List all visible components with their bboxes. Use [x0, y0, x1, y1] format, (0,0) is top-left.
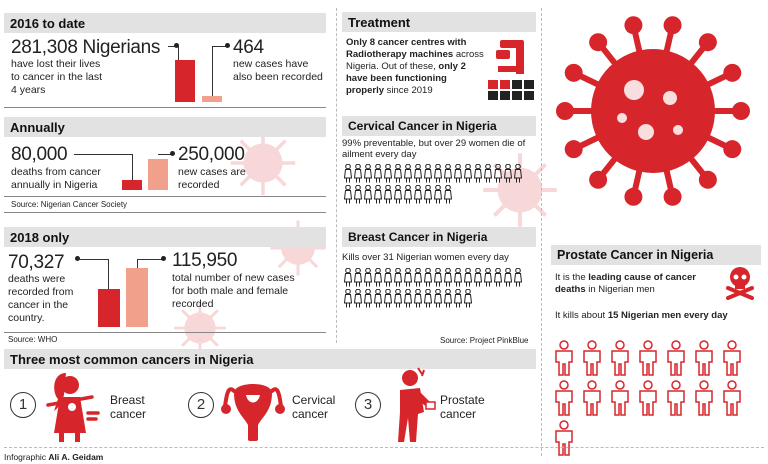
virus-spike-tip [589, 33, 607, 51]
prostate-pain-icon [392, 366, 440, 444]
radiotherapy-machine-icon [494, 38, 530, 76]
woman-icon [514, 268, 522, 287]
virus-spike-tip [565, 64, 583, 82]
credit-prefix: Infographic [4, 452, 49, 462]
stat-cases-2016: 464 [233, 37, 264, 58]
connector-line [108, 259, 109, 289]
section-divider [4, 212, 326, 213]
section-heading-cervical: Cervical Cancer in Nigeria [342, 116, 536, 136]
machine-square [524, 91, 534, 100]
virus-spike-tip [723, 64, 741, 82]
rank-2-badge: 2 [188, 392, 214, 418]
man-icon [553, 420, 575, 456]
woman-icon [344, 185, 352, 204]
woman-icon [404, 268, 412, 287]
man-icon [609, 380, 631, 416]
section-heading-2016: 2016 to date [4, 13, 326, 33]
woman-icon [484, 268, 492, 287]
connector-dot [161, 256, 166, 261]
woman-icon [384, 268, 392, 287]
woman-icon [354, 185, 362, 204]
man-icon [637, 340, 659, 376]
connector-line [74, 154, 132, 155]
prostate-text-2b: 15 Nigerian men every day [607, 310, 728, 321]
machine-grid [488, 80, 536, 100]
machine-square [524, 80, 534, 89]
prostate-text-2a: It kills about [555, 310, 608, 321]
bar-cases-2018 [126, 268, 148, 327]
stat-deaths-annual: 80,000 [11, 144, 68, 165]
stat-cases-annual: 250,000 [178, 144, 245, 165]
woman-icon [424, 289, 432, 308]
virus-spike-tip [664, 16, 682, 34]
woman-icon [424, 185, 432, 204]
prostate-text-2 [555, 310, 735, 322]
stat-cases-2016-desc: new cases have also been recorded [233, 58, 323, 83]
woman-icon [434, 289, 442, 308]
connector-dot [225, 43, 230, 48]
man-icon [721, 340, 743, 376]
woman-icon [394, 185, 402, 204]
woman-icon [424, 164, 432, 183]
connector-line [78, 259, 108, 260]
woman-icon [394, 268, 402, 287]
woman-icon [344, 268, 352, 287]
rank-1-label: Breast cancer [110, 393, 147, 421]
rank-2-label: Cervical cancer [292, 393, 336, 421]
stat-cases-2018-desc: total number of new cases for both male and female recorded [172, 272, 295, 310]
working-machine-square [488, 80, 498, 89]
man-icon [693, 340, 715, 376]
column-divider [336, 8, 337, 343]
woman-icon [404, 289, 412, 308]
bar-deaths-annual [122, 180, 142, 190]
prostate-text-1b: leading cause of cancer deaths [555, 272, 696, 295]
woman-icon [384, 289, 392, 308]
rank-3-badge: 3 [355, 392, 381, 418]
woman-icon [374, 289, 382, 308]
rank-1-badge: 1 [10, 392, 36, 418]
section-heading-breast: Breast Cancer in Nigeria [342, 227, 536, 247]
woman-icon [454, 289, 462, 308]
woman-icon [514, 164, 522, 183]
woman-icon [504, 164, 512, 183]
machine-square [488, 91, 498, 100]
connector-line [132, 154, 133, 180]
connector-dot [174, 43, 179, 48]
section-heading-common: Three most common cancers in Nigeria [4, 349, 536, 369]
woman-icon [414, 185, 422, 204]
woman-icon [424, 268, 432, 287]
section-divider [4, 196, 326, 197]
woman-icon [364, 164, 372, 183]
prostate-men-icons [553, 340, 763, 456]
virus-spike-tip [589, 171, 607, 189]
virus-spike-tip [624, 16, 642, 34]
prostate-text-1c: in Nigerian men [585, 284, 655, 295]
woman-icon [454, 164, 462, 183]
virus-spike-tip [699, 33, 717, 51]
working-machine-square [500, 80, 510, 89]
woman-icon [374, 164, 382, 183]
uterus-icon [220, 371, 286, 443]
man-icon [553, 380, 575, 416]
machine-square [512, 80, 522, 89]
stat-deaths-2018: 70,327 [8, 252, 65, 273]
woman-icon [474, 164, 482, 183]
connector-dot [170, 151, 175, 156]
machine-square [500, 91, 510, 100]
woman-icon [464, 289, 472, 308]
man-icon [581, 340, 603, 376]
stat-cases-annual-desc: new cases are recorded [178, 166, 246, 191]
breast-text: Kills over 31 Nigerian women every day [342, 252, 509, 263]
section-heading-treatment: Treatment [342, 12, 536, 32]
man-icon [665, 380, 687, 416]
woman-icon [494, 164, 502, 183]
section-divider [4, 107, 326, 108]
woman-icon [364, 268, 372, 287]
man-icon [581, 380, 603, 416]
stat-cases-2018: 115,950 [172, 250, 238, 271]
woman-icon [404, 185, 412, 204]
woman-icon [354, 289, 362, 308]
woman-icon [354, 164, 362, 183]
man-icon [665, 340, 687, 376]
virus-spike-tip [624, 188, 642, 206]
stat-deaths-2016-desc: have lost their lives to cancer in the last 4 years [11, 58, 103, 96]
woman-icon [344, 164, 352, 183]
woman-icon [364, 289, 372, 308]
woman-icon [414, 268, 422, 287]
breast-women-icons [344, 268, 530, 308]
woman-icon [464, 164, 472, 183]
treatment-text-d: since 2019 [386, 85, 433, 96]
woman-icon [434, 164, 442, 183]
bar-deaths-2018 [98, 289, 120, 327]
woman-icon [414, 164, 422, 183]
woman-icon [504, 268, 512, 287]
woman-icon [444, 268, 452, 287]
treatment-text-c: only 2 have been functioning properly [346, 61, 466, 96]
bar-deaths-2016 [175, 60, 195, 102]
source-annually: Source: Nigerian Cancer Society [11, 200, 128, 209]
woman-icon [354, 268, 362, 287]
man-icon [721, 380, 743, 416]
treatment-text-a: Only 8 cancer centres with Radiotherapy machines [346, 37, 467, 60]
man-icon [609, 340, 631, 376]
virus-spike-tip [664, 188, 682, 206]
woman-icon [384, 164, 392, 183]
woman-icon [394, 289, 402, 308]
credit-name: Ali A. Geidam [48, 452, 104, 462]
woman-icon [464, 268, 472, 287]
woman-icon [384, 185, 392, 204]
woman-icon [444, 185, 452, 204]
woman-icon [344, 289, 352, 308]
virus-spike-tip [565, 140, 583, 158]
skull-crossbones-icon [724, 266, 756, 300]
woman-icon [444, 164, 452, 183]
virus-spike-tip [732, 102, 750, 120]
source-2018: Source: WHO [8, 335, 58, 344]
cervical-text: 99% preventable, but over 29 women die of ailment every day [342, 138, 526, 160]
section-heading-annually: Annually [4, 117, 326, 137]
woman-icon [364, 185, 372, 204]
virus-spike-tip [699, 171, 717, 189]
connector-line [178, 46, 179, 60]
woman-icon [404, 164, 412, 183]
bar-cases-annual [148, 159, 168, 190]
prostate-text-1a: It is the [555, 272, 589, 283]
virus-spike-tip [723, 140, 741, 158]
man-icon [693, 380, 715, 416]
woman-icon [454, 268, 462, 287]
section-heading-2018: 2018 only [4, 227, 326, 247]
woman-icon [494, 268, 502, 287]
woman-icon [434, 268, 442, 287]
connector-line [137, 259, 163, 260]
connector-line [137, 259, 138, 268]
man-icon [637, 380, 659, 416]
section-divider [4, 332, 326, 333]
woman-icon [484, 164, 492, 183]
treatment-text-b: across Nigeria. Out of these, [346, 49, 484, 72]
column-divider [541, 8, 542, 456]
woman-icon [374, 268, 382, 287]
woman-icon [414, 289, 422, 308]
virus-illustration [548, 6, 758, 216]
woman-icon [394, 164, 402, 183]
section-heading-prostate: Prostate Cancer in Nigeria [551, 245, 761, 265]
connector-line [212, 46, 213, 96]
stat-deaths-annual-desc: deaths from cancer annually in Nigeria [11, 166, 101, 191]
woman-icon [374, 185, 382, 204]
stat-deaths-2018-desc: deaths were recorded from cancer in the country. [8, 273, 74, 324]
prostate-text-1 [555, 272, 715, 296]
virus-spike-tip [556, 102, 574, 120]
machine-square [512, 91, 522, 100]
woman-icon [474, 268, 482, 287]
man-icon [553, 340, 575, 376]
woman-icon [434, 185, 442, 204]
bar-cases-2016 [202, 96, 222, 102]
source-breast: Source: Project PinkBlue [440, 336, 529, 345]
treatment-text [346, 37, 486, 97]
footer-divider [4, 447, 764, 448]
breast-cancer-icon [42, 371, 100, 443]
stat-deaths-2016: 281,308 Nigerians [11, 37, 161, 58]
cervical-women-icons [344, 164, 530, 204]
credit-line [4, 452, 103, 462]
rank-3-label: Prostate cancer [440, 393, 485, 421]
woman-icon [444, 289, 452, 308]
